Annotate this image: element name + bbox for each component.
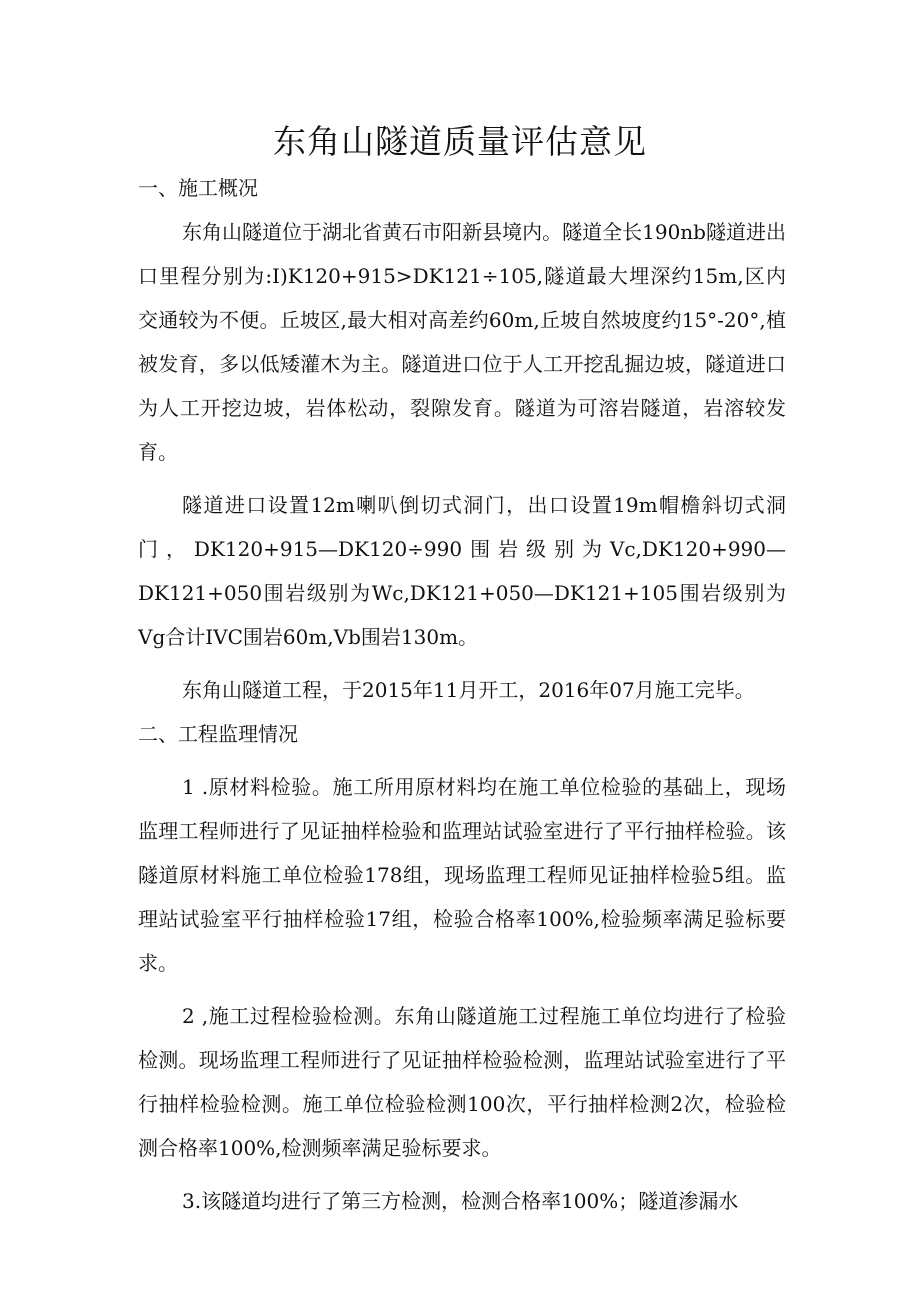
paragraph-third-party-testing: 3.该隧道均进行了第三方检测，检测合格率100%；隧道渗漏水 — [182, 1189, 739, 1213]
document-body — [138, 166, 786, 1223]
paragraph-schedule: 东角山隧道工程，于2015年11月开工，2016年07月施工完毕。 — [182, 678, 755, 702]
paragraph-process-inspection: 2 ,施工过程检验检测。东角山隧道施工过程施工单位均进行了检验检测。现场监理工程师进行了见证抽样检验检测，监理站试验室进行了平行抽样检验检测。施工单位检验检测100次，平行抽样检测2次，检验检测合格率100%,检测频率满足验标要求。 — [138, 1004, 786, 1160]
paragraph-portal-design: 隧道进口设置12m喇叭倒切式洞门，出口设置19m帽檐斜切式洞门，DK120+915—DK120÷990围岩级别为Vc,DK120+990—DK121+050围岩级别为Wc,DK121+050—DK121+105围岩级别为Vg合计IVC围岩60m,Vb围岩130m。 — [138, 493, 786, 649]
paragraph-tunnel-location: 东角山隧道位于湖北省黄石市阳新县境内。隧道全长190nb隧道进出口里程分别为:I)K120+915>DK121÷105,隧道最大埋深约15m,区内交通较为不便。丘坡区,最大相对高差约60m,丘坡自然坡度约15°-20°,植被发育，多以低矮灌木为主。隧道进口位于人工开挖乱掘边坡，隧道进口为人工开挖边坡，岩体松动，裂隙发育。隧道为可溶岩隧道，岩溶较发育。 — [138, 220, 786, 464]
section-heading-supervision: 二、工程监理情况 — [138, 722, 298, 746]
paragraph-material-inspection: 1 .原材料检验。施工所用原材料均在施工单位检验的基础上，现场监理工程师进行了见证抽样检验和监理站试验室进行了平行抽样检验。该隧道原材料施工单位检验178组，现场监理工程师见证抽样检验5组。监理站试验室平行抽样检验17组，检验合格率100%,检验频率满足验标要求。 — [138, 775, 786, 975]
document-title: 东角山隧道质量评估意见 — [273, 122, 647, 161]
section-heading-construction-overview: 一、施工概况 — [138, 176, 258, 200]
